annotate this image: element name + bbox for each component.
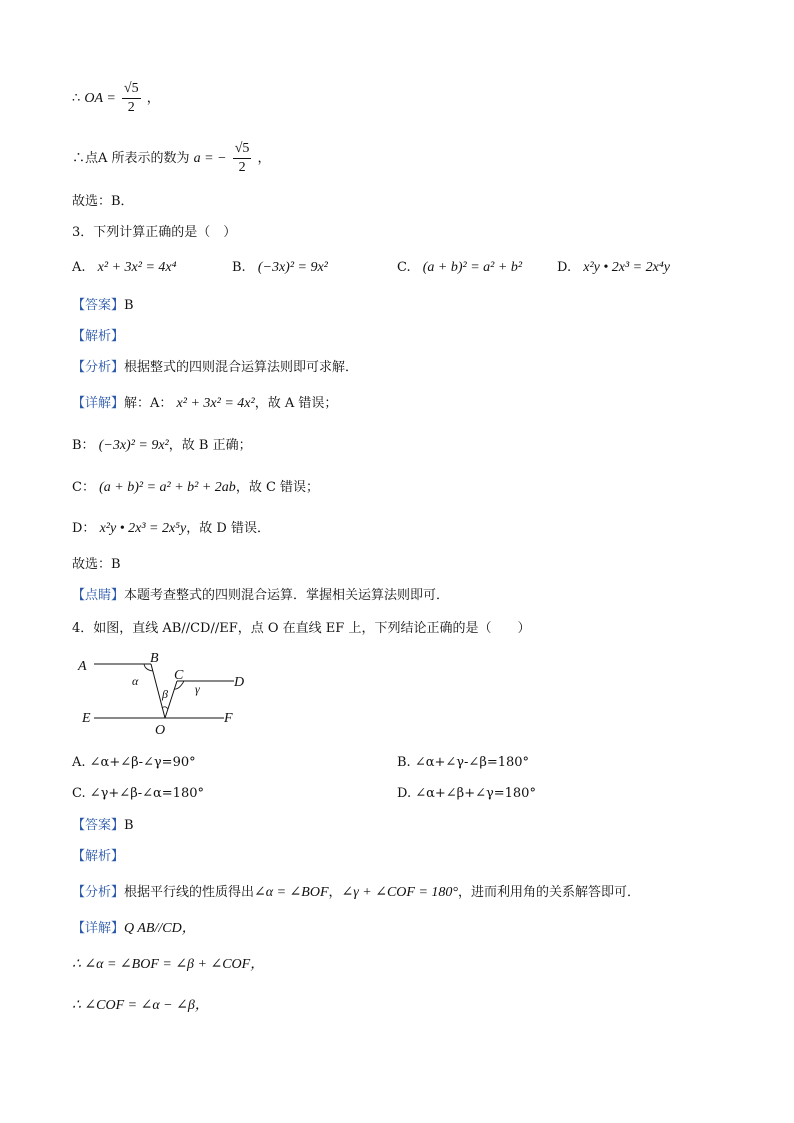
q3-analysis-tag: 【解析】 [72, 329, 125, 344]
point-a-expression: a = − [193, 151, 227, 166]
q4-answer: 【答案】B [72, 818, 134, 833]
q4-fenxi: 【分析】根据平行线的性质得出∠α = ∠BOF，∠γ + ∠COF = 180°，进而利用角的关系解答即可． [72, 885, 641, 900]
q3-fenxi: 【分析】根据整式的四则混合运算法则即可求解． [72, 360, 359, 375]
label-b: B [150, 652, 159, 666]
q4-option-c: C. ∠γ+∠β-∠α=180° [72, 786, 204, 801]
label-c: C [174, 668, 184, 683]
q4-detail-2: ∴ ∠α = ∠BOF = ∠β + ∠COF， [72, 957, 265, 972]
q4-detail-3: ∴ ∠COF = ∠α − ∠β， [72, 998, 209, 1013]
oa-fraction: $\frac{√5}{2}$ [123, 81, 139, 115]
q3-option-d: D. x²y • 2x³ = 2x⁴y [557, 260, 670, 275]
q3-dianjing: 【点睛】本题考查整式的四则混合运算．掌握相关运算法则即可． [72, 588, 450, 603]
label-f: F [224, 711, 233, 726]
q3-answer: 【答案】B [72, 298, 134, 313]
q4-analysis-tag: 【解析】 [72, 849, 125, 864]
label-beta: β [162, 687, 168, 701]
label-a: A [78, 659, 87, 674]
parallel-lines-figure [74, 652, 254, 737]
oa-line: ∴ OA = $\frac{√5}{2}$ ， [72, 81, 160, 115]
q3-detail-d: D： x²y • 2x³ = 2x⁵y，故 D 错误． [72, 521, 270, 536]
q3-option-c: C. (a + b)² = a² + b² [397, 260, 523, 275]
q4-option-b: B. ∠α+∠γ-∠β=180° [397, 755, 530, 770]
q3-detail-a: 【详解】解：A： x² + 3x² = 4x²，故 A 错误； [72, 396, 338, 411]
parallel-lines-svg [74, 652, 254, 737]
q3-option-a: A. x² + 3x² = 4x⁴ [72, 260, 177, 275]
q3-option-b: B. (−3x)² = 9x² [232, 260, 328, 275]
label-e: E [82, 711, 91, 726]
q3-choice: 故选：B [72, 557, 121, 572]
point-a-line: ∴点A 所表示的数为 a = − $\frac{√5}{2}$ ， [72, 141, 271, 175]
q4-stem: 4．如图，直线 AB//CD//EF，点 O 在直线 EF 上，下列结论正确的是（ ） [72, 621, 531, 636]
q4-option-d: D. ∠α+∠β+∠γ=180° [397, 786, 536, 801]
point-a-fraction: $\frac{√5}{2}$ [234, 141, 250, 175]
label-gamma: γ [195, 682, 200, 696]
q3-detail-c: C： (a + b)² = a² + b² + 2ab，故 C 错误； [72, 480, 320, 495]
label-o: O [155, 723, 166, 737]
choice-line-1: 故选：B． [72, 194, 134, 209]
label-d: D [234, 675, 245, 690]
oa-expression: OA = [84, 91, 116, 106]
therefore-symbol: ∴ [72, 91, 81, 106]
point-a-text: ∴点A 所表示的数为 [72, 151, 190, 166]
q3-detail-b: B： (−3x)² = 9x²，故 B 正确； [72, 438, 252, 453]
q4-detail-1: 【详解】Q AB//CD， [72, 921, 196, 936]
q3-stem: 3．下列计算正确的是（ ） [72, 225, 237, 240]
label-alpha: α [132, 674, 139, 688]
q4-option-a: A. ∠α+∠β-∠γ=90° [72, 755, 196, 770]
